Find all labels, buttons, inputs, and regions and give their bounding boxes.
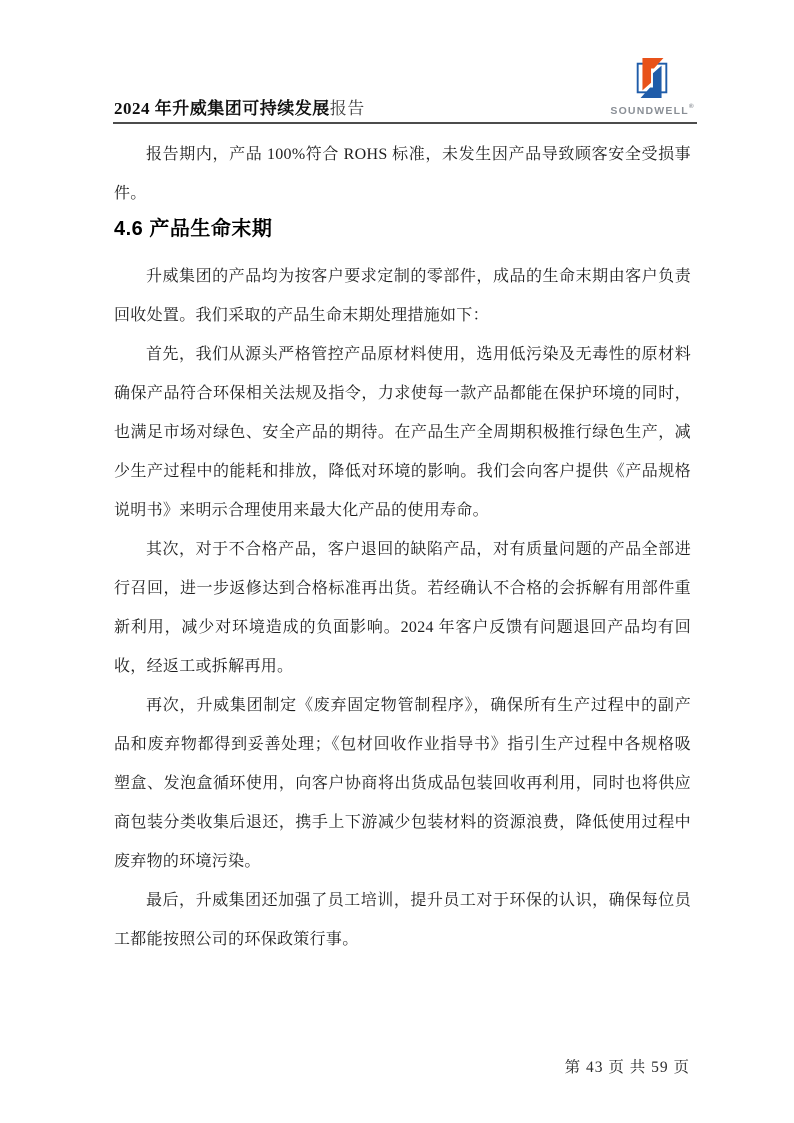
paragraph-third-measure: 再次，升威集团制定《废弃固定物管制程序》，确保所有生产过程中的副产品和废弃物都得到妥善处理；《包材回收作业指导书》指引生产过程中各规格吸塑盒、发泡盒循环使用，向客户协商将出货成品包装回收再利用，同时也将供应商包装分类收集后退还，携手上下游减少包装材料的资源浪费，降低使用过程中废弃物的环境污染。 — [114, 697, 691, 870]
soundwell-logo-icon — [631, 54, 673, 102]
document-body — [114, 135, 691, 959]
report-title-main: 2024 年升威集团可持续发展 — [114, 99, 330, 118]
paragraph-last-measure: 最后，升威集团还加强了员工培训，提升员工对于环保的认识，确保每位员工都能按照公司的环保政策行事。 — [114, 892, 691, 948]
page-footer — [565, 1055, 690, 1077]
section-heading-4-6: 4.6 产品生命末期 — [114, 218, 273, 240]
registered-trademark-symbol: ® — [688, 103, 694, 110]
page-header — [113, 0, 697, 124]
paragraph-second-measure: 其次，对于不合格产品，客户退回的缺陷产品，对有质量问题的产品全部进行召回，进一步返修达到合格标准再出货。若经确认不合格的会拆解有用部件重新利用，减少对环境造成的负面影响。2024 年客户反馈有问题退回产品均有回收，经返工或拆解再用。 — [114, 541, 691, 675]
intro-paragraph: 报告期内，产品 100%符合 ROHS 标准，未发生因产品导致顾客安全受损事件。 — [114, 146, 691, 202]
soundwell-logo — [609, 54, 695, 117]
logo-wordmark: SOUNDWELL — [610, 105, 689, 117]
page-number-indicator: 第 43 页 共 59 页 — [564, 1059, 690, 1076]
paragraph-overview: 升威集团的产品均为按客户要求定制的零部件，成品的生命末期由客户负责回收处置。我们采取的产品生命末期处理措施如下： — [114, 268, 691, 324]
report-title-suffix: 报告 — [329, 99, 365, 118]
report-title — [114, 94, 365, 119]
paragraph-first-measure: 首先，我们从源头严格管控产品原材料使用，选用低污染及无毒性的原材料确保产品符合环保相关法规及指令，力求使每一款产品都能在保护环境的同时，也满足市场对绿色、安全产品的期待。在产品生产全周期积极推行绿色生产，减少生产过程中的能耗和排放，降低对环境的影响。我们会向客户提供《产品规格说明书》来明示合理使用来最大化产品的使用寿命。 — [114, 346, 691, 519]
soundwell-logo-text — [609, 103, 695, 117]
